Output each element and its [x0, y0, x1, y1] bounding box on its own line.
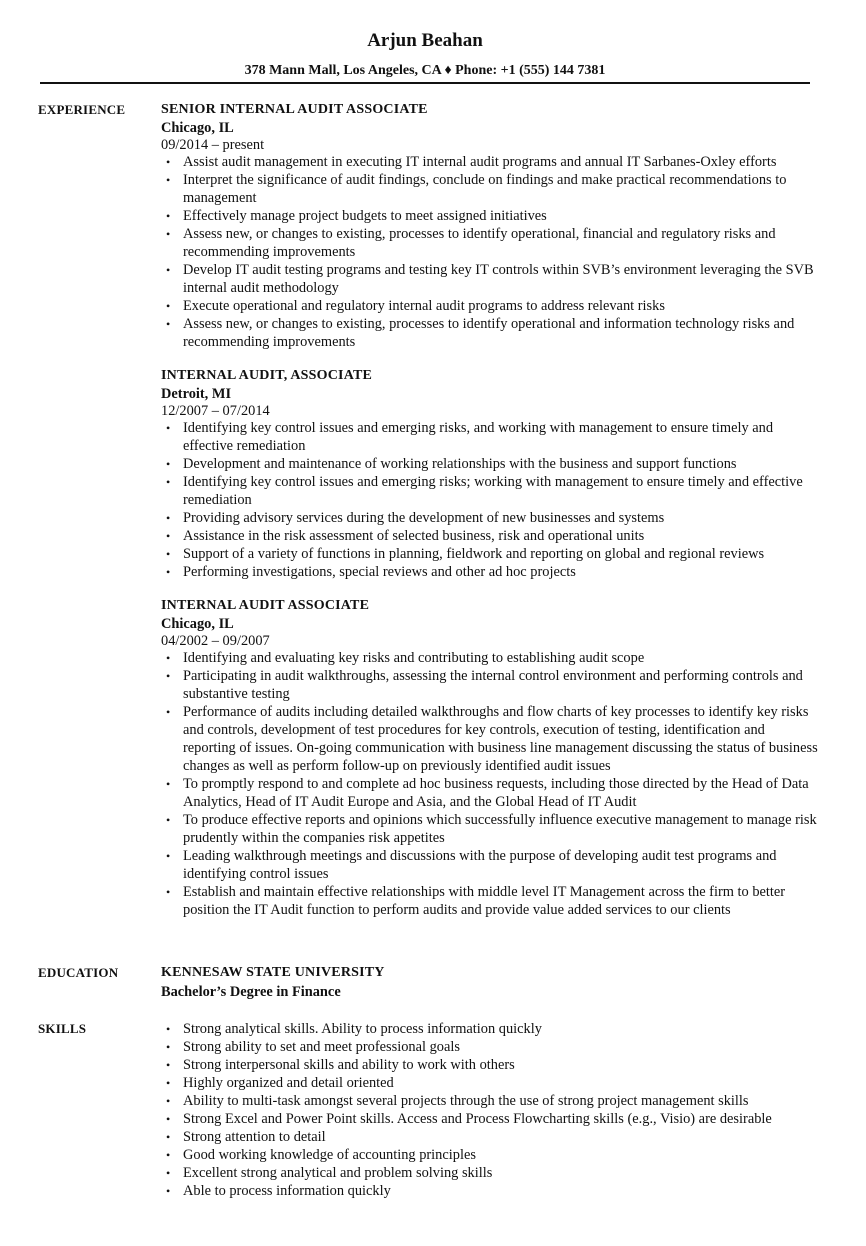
bullet-icon: •	[166, 1166, 171, 1180]
bullet-text: Performance of audits including detailed walkthroughs and flow charts of key processes to identify key risks and controls, development of test procedures for key controls, execution of testing, identification and reporting of issues. On-going communication with business line management discussing the status of business changes as well as perform follow-up on previously identified audit issues	[183, 704, 818, 774]
bullet-item	[161, 527, 821, 545]
bullet-icon: •	[166, 885, 171, 899]
bullet-text: Assist audit management in executing IT internal audit programs and annual IT Sarbanes-Oxley efforts	[183, 154, 777, 170]
bullet-text: Development and maintenance of working relationships with the business and support functions	[183, 456, 737, 472]
bullet-text: Identifying and evaluating key risks and contributing to establishing audit scope	[183, 650, 645, 666]
bullet-icon: •	[166, 1112, 171, 1126]
bullet-icon: •	[166, 669, 171, 683]
bullet-icon: •	[166, 317, 171, 331]
bullet-text: Interpret the significance of audit findings, conclude on findings and make practical recommendations to management	[183, 172, 787, 206]
bullet-text: Assess new, or changes to existing, processes to identify operational and information technology risks and recommending improvements	[183, 316, 795, 350]
bullet-text: Able to process information quickly	[183, 1183, 391, 1199]
skills-bullets	[161, 1020, 821, 1200]
bullet-icon: •	[166, 1184, 171, 1198]
bullet-item	[161, 509, 821, 527]
bullet-item	[161, 1074, 821, 1092]
bullet-item	[161, 455, 821, 473]
bullet-item	[161, 811, 821, 847]
bullet-text: Ability to multi-task amongst several projects through the use of strong project management skills	[183, 1093, 749, 1109]
bullet-text: Support of a variety of functions in planning, fieldwork and reporting on global and regional reviews	[183, 546, 765, 562]
bullet-item	[161, 225, 821, 261]
bullet-item	[161, 545, 821, 563]
job-title: SENIOR INTERNAL AUDIT ASSOCIATE	[161, 102, 428, 117]
bullet-text: Strong interpersonal skills and ability to work with others	[183, 1057, 515, 1073]
bullet-icon: •	[166, 547, 171, 561]
experience-list	[161, 101, 821, 935]
job-bullets	[161, 419, 821, 581]
bullet-item	[161, 261, 821, 297]
bullet-item	[161, 563, 821, 581]
bullet-text: Establish and maintain effective relationships with middle level IT Management across the firm to better position the IT Audit function to perform audits and provide value added services to our clients	[183, 884, 786, 918]
bullet-text: Develop IT audit testing programs and testing key IT controls within SVB’s environment leveraging the SVB internal audit methodology	[183, 262, 814, 296]
bullet-icon: •	[166, 849, 171, 863]
bullet-icon: •	[166, 457, 171, 471]
bullet-icon: •	[166, 1022, 171, 1036]
bullet-icon: •	[166, 705, 171, 719]
candidate-name: Arjun Beahan	[367, 30, 483, 51]
bullet-item	[161, 1128, 821, 1146]
bullet-icon: •	[166, 565, 171, 579]
bullet-item	[161, 1182, 821, 1200]
bullet-icon: •	[166, 173, 171, 187]
bullet-text: Strong attention to detail	[183, 1129, 326, 1145]
contact-line: 378 Mann Mall, Los Angeles, CA ♦ Phone: +1 (555) 144 7381	[244, 63, 606, 78]
bullet-item	[161, 1038, 821, 1056]
bullet-text: Strong analytical skills. Ability to process information quickly	[183, 1021, 542, 1037]
bullet-text: Execute operational and regulatory internal audit programs to address relevant risks	[183, 298, 665, 314]
bullet-icon: •	[166, 1076, 171, 1090]
resume-header	[40, 30, 810, 84]
bullet-item	[161, 297, 821, 315]
header-divider	[40, 82, 810, 84]
education-degree: Bachelor’s Degree in Finance	[161, 984, 341, 1000]
bullet-item	[161, 883, 821, 919]
job-entry	[161, 367, 821, 581]
skills-entry	[161, 1020, 821, 1200]
section-label-experience: EXPERIENCE	[38, 102, 126, 117]
bullet-item	[161, 1110, 821, 1128]
bullet-text: Excellent strong analytical and problem solving skills	[183, 1165, 493, 1181]
bullet-icon: •	[166, 209, 171, 223]
bullet-icon: •	[166, 777, 171, 791]
job-bullets	[161, 153, 821, 351]
bullet-icon: •	[166, 475, 171, 489]
bullet-item	[161, 473, 821, 509]
job-dates: 09/2014 – present	[161, 137, 265, 153]
bullet-text: Good working knowledge of accounting principles	[183, 1147, 476, 1163]
bullet-text: Leading walkthrough meetings and discussions with the purpose of developing audit test programs and identifying control issues	[183, 848, 777, 882]
section-label-education: EDUCATION	[38, 965, 119, 980]
bullet-item	[161, 1164, 821, 1182]
bullet-item	[161, 1056, 821, 1074]
bullet-item	[161, 153, 821, 171]
bullet-item	[161, 419, 821, 455]
bullet-text: Highly organized and detail oriented	[183, 1075, 394, 1091]
bullet-text: To produce effective reports and opinions which successfully influence executive management to manage risk prudently within the companies risk appetites	[183, 812, 817, 846]
bullet-text: Providing advisory services during the development of new businesses and systems	[183, 510, 665, 526]
bullet-icon: •	[166, 299, 171, 313]
bullet-icon: •	[166, 529, 171, 543]
bullet-text: Performing investigations, special reviews and other ad hoc projects	[183, 564, 576, 580]
bullet-item	[161, 775, 821, 811]
bullet-icon: •	[166, 813, 171, 827]
bullet-icon: •	[166, 1040, 171, 1054]
bullet-item	[161, 207, 821, 225]
bullet-item	[161, 315, 821, 351]
bullet-text: To promptly respond to and complete ad hoc business requests, including those directed by the Head of Data Analytics, Head of IT Audit Europe and Asia, and the Global Head of IT Audit	[183, 776, 809, 810]
bullet-text: Strong Excel and Power Point skills. Access and Process Flowcharting skills (e.g., Visio) are desirable	[183, 1111, 772, 1127]
job-entry	[161, 101, 821, 351]
bullet-icon: •	[166, 1130, 171, 1144]
bullet-text: Identifying key control issues and emerging risks, and working with management to ensure timely and effective remediation	[183, 420, 774, 454]
job-entry	[161, 597, 821, 919]
bullet-icon: •	[166, 155, 171, 169]
bullet-item	[161, 667, 821, 703]
job-location: Chicago, IL	[161, 120, 234, 136]
bullet-icon: •	[166, 1148, 171, 1162]
bullet-item	[161, 703, 821, 775]
bullet-text: Strong ability to set and meet professional goals	[183, 1039, 460, 1055]
bullet-item	[161, 847, 821, 883]
bullet-text: Assess new, or changes to existing, processes to identify operational, financial and regulatory risks and recommending improvements	[183, 226, 776, 260]
job-title: INTERNAL AUDIT ASSOCIATE	[161, 598, 370, 613]
bullet-item	[161, 1146, 821, 1164]
bullet-text: Assistance in the risk assessment of selected business, risk and operational units	[183, 528, 645, 544]
bullet-item	[161, 171, 821, 207]
bullet-icon: •	[166, 651, 171, 665]
bullet-item	[161, 1020, 821, 1038]
job-title: INTERNAL AUDIT, ASSOCIATE	[161, 368, 373, 383]
education-entry	[161, 964, 821, 1002]
bullet-text: Effectively manage project budgets to meet assigned initiatives	[183, 208, 547, 224]
job-bullets	[161, 649, 821, 919]
bullet-icon: •	[166, 1058, 171, 1072]
bullet-icon: •	[166, 1094, 171, 1108]
job-location: Detroit, MI	[161, 386, 232, 402]
job-location: Chicago, IL	[161, 616, 234, 632]
bullet-icon: •	[166, 511, 171, 525]
bullet-icon: •	[166, 421, 171, 435]
bullet-icon: •	[166, 227, 171, 241]
job-dates: 04/2002 – 09/2007	[161, 633, 270, 649]
bullet-item	[161, 649, 821, 667]
bullet-text: Identifying key control issues and emerging risks; working with management to ensure timely and effective remediation	[183, 474, 803, 508]
bullet-item	[161, 1092, 821, 1110]
section-label-skills: SKILLS	[38, 1021, 87, 1036]
bullet-text: Participating in audit walkthroughs, assessing the internal control environment and performing controls and substantive testing	[183, 668, 803, 702]
bullet-icon: •	[166, 263, 171, 277]
job-dates: 12/2007 – 07/2014	[161, 403, 270, 419]
education-school: KENNESAW STATE UNIVERSITY	[161, 965, 385, 980]
